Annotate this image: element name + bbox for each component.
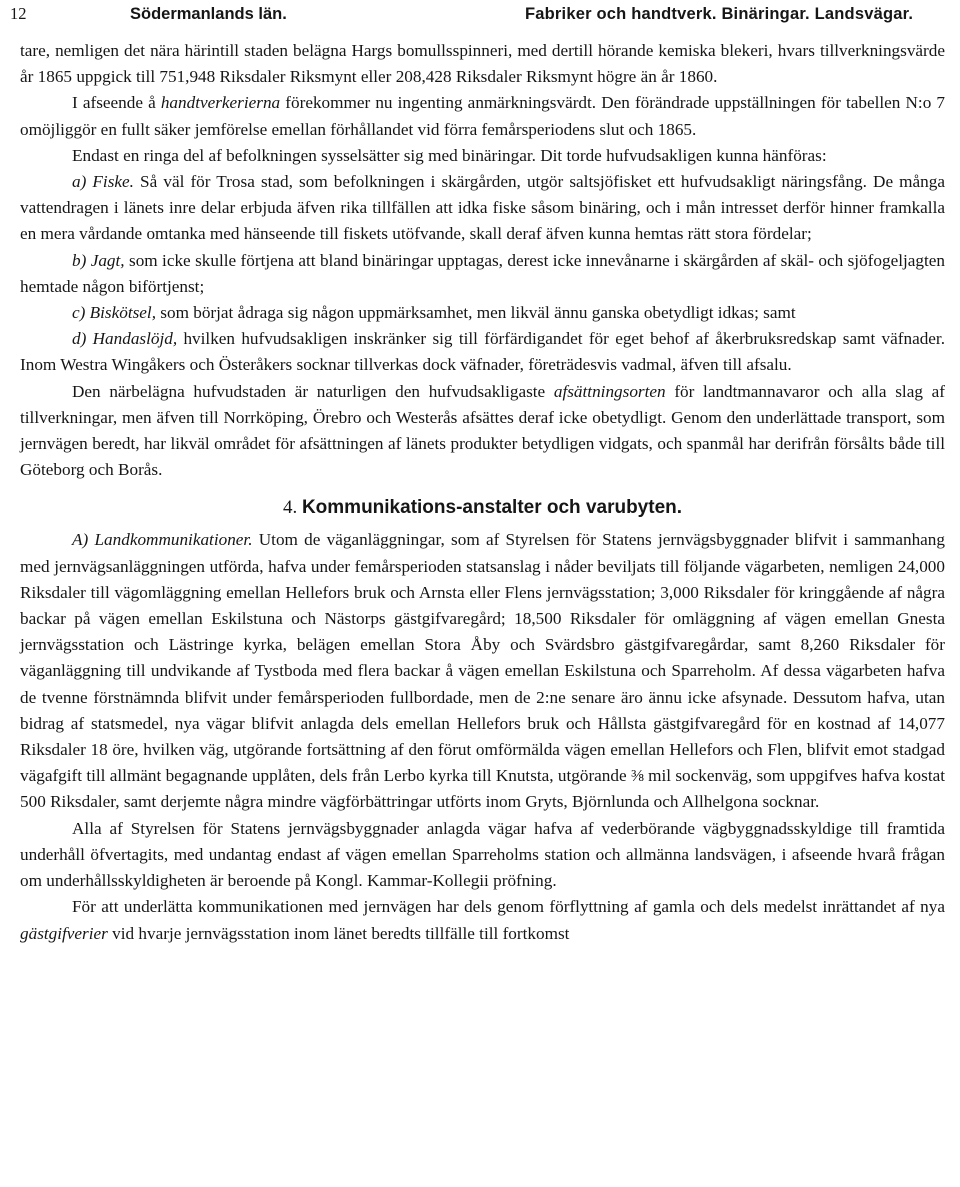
- paragraph-text: för landtmannavaror och alla slag af tillverkningar, men äfven till Norrköping, Örebro och Westerås afsättes deraf icke obetydligt. Genom den underlättade transport, som jernvägen beredt, har likväl området för afsättningen af länets produkter betydligen vidgats, och spanmål har derifrån försålts både till Göteborg och Borås.: [20, 381, 945, 480]
- paragraph-text: För att underlätta kommunikationen med jernvägen har dels genom förflyttning af gamla och dels medelst inrättandet af nya: [72, 897, 945, 917]
- paragraph-text: som börjat ådraga sig någon uppmärksamhet, men likväl ännu ganska obetydligt idkas; samt: [156, 303, 796, 323]
- paragraph-text: Endast en ringa del af befolkningen sysselsätter sig med binäringar. Dit torde hufvudsakligen kunna hänföras:: [72, 145, 827, 165]
- paragraph-text: Alla af Styrelsen för Statens jernvägsbyggnader anlagda vägar hafva af vederbörande vägbyggnadsskyldige till framtida underhåll öfvertagits, med undantag endast af vägen emellan Sparreholms station och allmänna landsvägen, i afseende hvarå frågan om underhållsskyldigheten är beroende på Kongl. Kammar-Kollegii pröfning.: [20, 818, 945, 891]
- section-number: 4.: [282, 497, 298, 519]
- paragraph-text: Den närbelägna hufvudstaden är naturligen den hufvudsakligaste: [72, 381, 554, 401]
- paragraph: [20, 379, 945, 484]
- paragraph: [20, 38, 945, 90]
- paragraph: [20, 143, 945, 169]
- paragraph-text: hvilken hufvudsakligen inskränker sig till förfärdigandet för eget behof af åkerbruksredskap samt väfnader. Inom Westra Wingåkers och Österåkers socknar tillverkas dock väfnader, företrädesvis vadmal, äfven till afsalu.: [20, 329, 945, 375]
- header-right-title: Fabriker och handtverk. Binäringar. Landsvägar.: [525, 5, 914, 23]
- paragraph: [20, 894, 945, 946]
- paragraph: [20, 326, 945, 378]
- running-head: [0, 4, 960, 28]
- paragraph-group-1: [20, 38, 945, 483]
- paragraph: [20, 90, 945, 142]
- paragraph-text: förekommer nu ingenting anmärkningsvärdt. Den förändrade uppställningen för tabellen N:o 7 omöjliggör en fullt säker jemförelse emellan förhållandet vid förra femårsperiodens slut och 1865.: [20, 93, 945, 139]
- body-text: [20, 38, 945, 947]
- paragraph: [20, 169, 945, 248]
- section-title: Kommunikations-anstalter och varubyten.: [301, 497, 683, 519]
- italic-text: c) Biskötsel,: [72, 303, 156, 323]
- header-left-title: Södermanlands län.: [130, 5, 287, 23]
- paragraph-text: som icke skulle förtjena att bland binäringar upptagas, derest icke innevånarne i skärgården af skäl- och sjöfogeljagten hemtade någon biförtjenst;: [20, 250, 945, 296]
- paragraph-text: tare, nemligen det nära härintill staden belägna Hargs bomullsspinneri, med dertill hörande kemiska blekeri, hvars tillverkningsvärde år 1865 uppgick till 751,948 Riksdaler Riksmynt eller 208,428 Riksdaler Riksmynt högre än år 1860.: [20, 41, 945, 87]
- italic-text: handtverkerierna: [160, 93, 281, 113]
- italic-text: afsättningsorten: [553, 381, 666, 401]
- paragraph-text: Så väl för Trosa stad, som befolkningen i skärgården, utgör saltsjöfisket ett hufvudsakligt näringsfång. De många vattendragen i länets inre delar erbjuda äfven rika tillfällen att idka fiske såsom binäring, och i mån intresset derför hinner framkalla en mera vårdande omtanka med hänseende till fiskets utöfvande, skall deraf äfven kunna hemtas rätt stora fördelar;: [20, 172, 945, 244]
- italic-text: d) Handaslöjd,: [72, 329, 178, 349]
- paragraph: [20, 248, 945, 300]
- paragraph: [20, 300, 945, 326]
- paragraph-text: I afseende å: [72, 93, 161, 113]
- paragraph-group-2: [20, 527, 945, 946]
- italic-text: b) Jagt,: [72, 250, 125, 270]
- italic-text: a) Fiske.: [72, 172, 134, 192]
- paragraph-text: Utom de väganläggningar, som af Styrelsen för Statens jernvägsbyggnader blifvit i sammanhang med jernvägsanläggningen utförda, hafva under femårsperioden statsanslag i nåder beviljats till följande vägarbeten, nemligen 24,000 Riksdaler till vägomläggning emellan Hellefors bruk och Arnsta eller Flens jernvägsstation; 3,000 Riksdaler för kringgående af några backar på vägen emellan Eskilstuna och Nästorps gästgifvaregård; 18,500 Riksdaler för omläggning af vägen emellan Gnesta jernvägsstation och Lästringe kyrka, belägen emellan Stora Åby och Svärdsbro gästgifvaregårdar, samt 8,260 Riksdaler för väganläggning till undvikande af Tystboda med flera backar å vägen emellan Eskilstuna och Sparreholm. Af dessa vägarbeten hafva de tvenne förstnämnda blifvit under femårsperioden fullbordade, men de 2:ne senare äro ännu icke afsynade. Dessutom hafva, utan bidrag af statsmedel, nya vägar blifvit anlagda dels emellan Hellefors bruk och Hållsta gästgifvaregård för en kostnad af 14,077 Riksdaler 18 öre, hvilken väg, utgörande fortsättning af den förut omförmälda vägen emellan Hellefors och Flen, blifvit emot stadgad vägafgift till allmänt begagnande upplåten, dels från Lerbo kyrka till Knutsta, utgörande ⅜ mil sockenväg, som uppgifves hafva kostat 500 Riksdaler, samt derjemte några mindre vägförbättringar utförts inom Gryts, Björnlunda och Allhelgona socknar.: [20, 530, 946, 812]
- italic-text: gästgifverier: [20, 923, 108, 943]
- paragraph: [20, 816, 945, 895]
- paragraph: [20, 527, 945, 815]
- section-heading: [20, 495, 945, 521]
- page-number: 12: [10, 4, 27, 23]
- italic-text: A) Landkommunikationer.: [72, 530, 253, 550]
- paragraph-text: vid hvarje jernvägsstation inom länet beredts tillfälle till fortkomst: [107, 923, 570, 943]
